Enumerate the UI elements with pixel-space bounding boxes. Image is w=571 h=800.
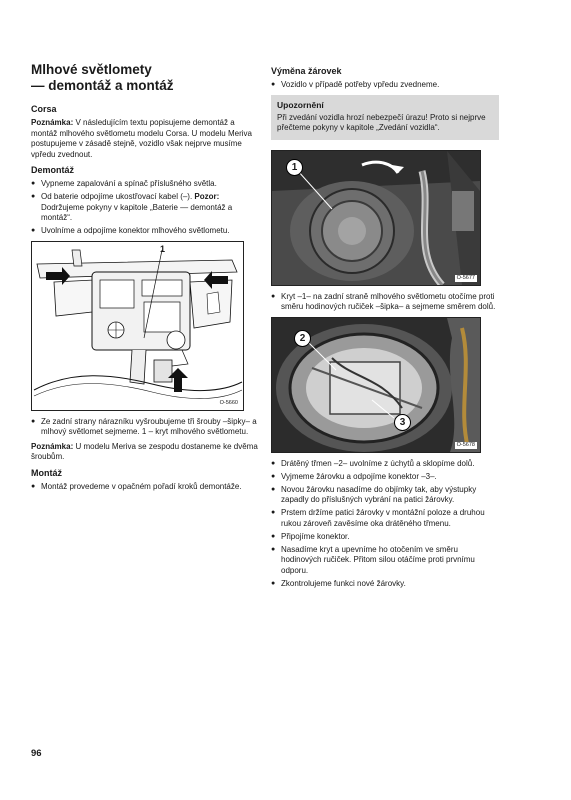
section-heading-removal: Demontáž	[31, 165, 75, 175]
after-figure-item-1: ● Ze zadní strany nárazníku vyšroubujeme tři šrouby –šipky– a mlhový světlomet sejmeme. 1 – kryt mlhového světlometu.	[31, 417, 259, 438]
step-item-1: ● Drátěný třmen –2– uvolníme z úchytů a sklopíme dolů.	[271, 459, 499, 470]
title-line-2: — demontáž a montáž	[31, 78, 174, 93]
right-column	[271, 66, 499, 593]
fog-light-line-drawing	[32, 242, 243, 410]
install-item-1: ● Montáž provedeme v opačném pořadí kroků demontáže.	[31, 482, 259, 493]
warning-box	[271, 95, 499, 140]
after-photo1-item-1: ● Kryt –1– na zadní straně mlhového světlometu otočíme proti směru hodinových ručiček –šipka– a sejmeme směrem dolů.	[271, 292, 499, 313]
figure-callout-1: 1	[160, 243, 166, 254]
photo1-callout-1: 1	[286, 159, 303, 176]
note-label: Poznámka:	[31, 118, 74, 127]
removal-list	[31, 179, 259, 237]
figure-code: O-5660	[219, 399, 238, 406]
photo2-callout-3: 3	[394, 414, 411, 431]
step-item-7: ● Zkontrolujeme funkci nové žárovky.	[271, 579, 499, 590]
photo1-code: O-5677	[456, 274, 475, 281]
note2-text: U modelu Meriva se zespodu dostaneme ke dvěma šroubům.	[31, 441, 258, 461]
removal-item-1: ● Vypneme zapalování a spínač příslušného světla.	[31, 179, 259, 190]
step-item-5: ● Připojíme konektor.	[271, 532, 499, 543]
warning-title: Upozornění	[277, 99, 324, 110]
bulb-item-1: ● Vozidlo v případě potřeby vpředu zvedneme.	[271, 80, 499, 91]
note2-label: Poznámka:	[31, 441, 74, 451]
step-item-6: ● Nasadíme kryt a upevníme ho otočením ve směru hodinových ručiček. Přitom silou otáčíme proti prvnímu odporu.	[271, 545, 499, 577]
bulb-list	[271, 80, 499, 91]
step-item-4: ● Prstem držíme patici žárovky v montážní poloze a druhou rukou zároveň zavěsíme oka drátěného třmenu.	[271, 508, 499, 529]
removal-item-2-rest: Dodržujeme pokyny v kapitole „Baterie — demontáž a montáž“.	[41, 202, 233, 222]
photo-bulb-holder	[271, 317, 481, 453]
after-figure-list	[31, 417, 259, 438]
removal-item-2	[31, 192, 259, 224]
section-heading-bulb: Výměna žárovek	[271, 66, 342, 76]
step-item-2: ● Vyjmeme žárovku a odpojíme konektor –3–.	[271, 472, 499, 483]
fog-light-cover-photo	[272, 151, 480, 285]
removal-item-3: ● Uvolníme a odpojíme konektor mlhového světlometu.	[31, 226, 259, 237]
page-title	[31, 62, 259, 94]
section-heading-corsa: Corsa	[31, 104, 57, 114]
photo-fog-light-cover	[271, 150, 481, 286]
figure-fog-light-drawing	[31, 241, 244, 411]
after-photo1-list	[271, 292, 499, 313]
note-paragraph	[31, 118, 259, 160]
photo2-callout-2: 2	[294, 330, 311, 347]
title-line-1: Mlhové světlomety	[31, 62, 152, 77]
note2-paragraph	[31, 442, 259, 463]
install-list	[31, 482, 259, 493]
removal-item-2-text: Od baterie odpojíme ukostřovací kabel (–).	[41, 192, 193, 201]
note-text: V následujícím textu popisujeme demontáž a montáž mlhového světlometu modelu Corsa. U modelu Meriva postupujeme v zásadě stejně, vozidlo však nejprve musíme vpředu zvednout.	[31, 118, 252, 159]
left-column	[31, 62, 259, 496]
steps-list	[271, 459, 499, 590]
removal-item-2-bold: Pozor:	[192, 192, 220, 201]
page-number: 96	[31, 748, 42, 759]
step-item-3: ● Novou žárovku nasadíme do objímky tak, aby výstupky zapadly do příslušných vybrání na patici žárovky.	[271, 485, 499, 506]
warning-text: Při zvedání vozidla hrozí nebezpečí úrazu! Proto si nejprve přečteme pokyny v kapitole „Zvedání vozidla“.	[277, 112, 486, 132]
photo2-code: O-5678	[456, 441, 475, 448]
section-heading-install: Montáž	[31, 467, 62, 478]
